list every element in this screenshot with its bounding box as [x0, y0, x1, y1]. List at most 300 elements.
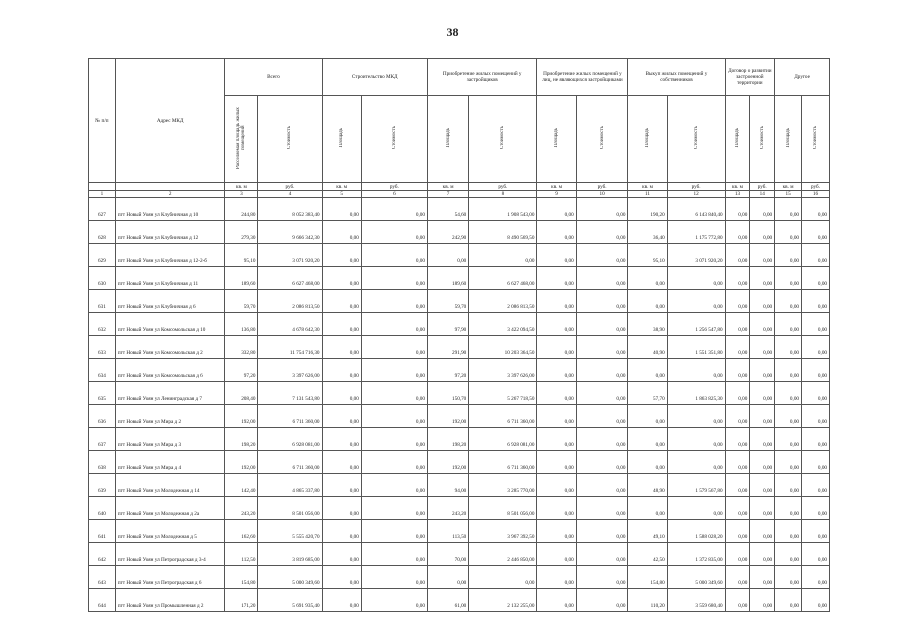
row-value: 0,00 — [537, 543, 576, 566]
row-value: 0,00 — [322, 359, 361, 382]
unit-cell: кв. м — [427, 183, 468, 191]
row-value: 142,40 — [225, 474, 258, 497]
row-value: 0,00 — [750, 520, 775, 543]
row-value: 1 863 825,30 — [667, 382, 725, 405]
unit-cell: руб. — [576, 183, 628, 191]
row-value: 0,00 — [628, 267, 667, 290]
row-value: 4 865 337,80 — [258, 474, 322, 497]
row-value: 0,00 — [361, 336, 427, 359]
row-value: 3 819 685,00 — [258, 543, 322, 566]
row-value: 4 678 642,30 — [258, 313, 322, 336]
row-value: 3 559 680,40 — [667, 589, 725, 612]
row-value: 0,00 — [537, 405, 576, 428]
row-value: 0,00 — [628, 428, 667, 451]
col-number: 14 — [750, 191, 775, 198]
row-value: 0,00 — [361, 589, 427, 612]
row-address: пгт Новый Уоян ул Комсомольская д 6 — [115, 359, 225, 382]
table-row — [89, 221, 830, 244]
row-value: 190,20 — [628, 198, 667, 221]
row-value: 61,00 — [427, 589, 468, 612]
sub-cost: Стоимость — [750, 96, 775, 183]
row-value: 0,00 — [725, 566, 750, 589]
row-value: 2 132 255,00 — [469, 589, 537, 612]
header-other: Другое — [775, 59, 830, 96]
row-value: 0,00 — [322, 382, 361, 405]
row-value: 8 490 569,50 — [469, 221, 537, 244]
table-row — [89, 336, 830, 359]
row-value: 0,00 — [576, 589, 628, 612]
row-value: 0,00 — [775, 543, 802, 566]
col-number: 10 — [576, 191, 628, 198]
row-value: 0,00 — [802, 405, 830, 428]
table-row — [89, 359, 830, 382]
row-value: 97,20 — [225, 359, 258, 382]
row-value: 0,00 — [725, 382, 750, 405]
unit-cell: руб. — [469, 183, 537, 191]
row-value: 0,00 — [802, 336, 830, 359]
row-value: 291,90 — [427, 336, 468, 359]
row-value: 7 131 543,80 — [258, 382, 322, 405]
row-value: 0,00 — [427, 566, 468, 589]
unit-cell: руб. — [802, 183, 830, 191]
row-value: 0,00 — [725, 474, 750, 497]
row-value: 0,00 — [667, 428, 725, 451]
row-value: 0,00 — [667, 359, 725, 382]
row-value: 0,00 — [775, 405, 802, 428]
row-value: 0,00 — [802, 198, 830, 221]
row-number: 637 — [89, 428, 116, 451]
row-value: 279,30 — [225, 221, 258, 244]
col-number: 15 — [775, 191, 802, 198]
row-value: 0,00 — [322, 566, 361, 589]
row-value: 1 908 543,00 — [469, 198, 537, 221]
row-number: 641 — [89, 520, 116, 543]
row-value: 0,00 — [802, 520, 830, 543]
row-value: 0,00 — [725, 543, 750, 566]
sub-area: Площадь — [537, 96, 576, 183]
row-value: 154,80 — [225, 566, 258, 589]
row-address: пгт Новый Уоян ул Молодежная д 2а — [115, 497, 225, 520]
row-value: 0,00 — [427, 244, 468, 267]
row-value: 8 052 383,40 — [258, 198, 322, 221]
row-value: 0,00 — [775, 566, 802, 589]
header-purchase-non-developers: Приобретение жилых помещений у лиц, не являющихся застройщиками — [537, 59, 628, 96]
col-number: 13 — [725, 191, 750, 198]
row-value: 0,00 — [750, 405, 775, 428]
row-value: 192,00 — [225, 451, 258, 474]
unit-cell: кв. м — [628, 183, 667, 191]
row-value: 0,00 — [725, 290, 750, 313]
row-value: 0,00 — [322, 405, 361, 428]
row-value: 162,60 — [225, 520, 258, 543]
row-value: 9 666 342,30 — [258, 221, 322, 244]
col-number: 16 — [802, 191, 830, 198]
row-value: 0,00 — [750, 451, 775, 474]
row-address: пгт Новый Уоян ул Мира д 3 — [115, 428, 225, 451]
row-value: 0,00 — [576, 566, 628, 589]
row-value: 6 711 360,00 — [469, 405, 537, 428]
row-value: 0,00 — [775, 382, 802, 405]
sub-cost: Стоимость — [667, 96, 725, 183]
row-value: 0,00 — [725, 336, 750, 359]
row-value: 0,00 — [750, 359, 775, 382]
row-value: 0,00 — [537, 244, 576, 267]
table-row — [89, 290, 830, 313]
row-value: 154,80 — [628, 566, 667, 589]
row-value: 94,00 — [427, 474, 468, 497]
row-value: 59,70 — [225, 290, 258, 313]
row-value: 0,00 — [775, 336, 802, 359]
row-value: 0,00 — [322, 267, 361, 290]
row-value: 0,00 — [750, 543, 775, 566]
unit-cell: кв. м — [537, 183, 576, 191]
row-value: 0,00 — [775, 359, 802, 382]
row-address: пгт Новый Уоян ул Клубничная д 11 — [115, 267, 225, 290]
column-numbers-row — [89, 191, 830, 198]
row-address: пгт Новый Уоян ул Петроградская д 6 — [115, 566, 225, 589]
row-value: 0,00 — [802, 474, 830, 497]
row-value: 1 588 028,20 — [667, 520, 725, 543]
header-group-row — [89, 59, 830, 96]
row-value: 0,00 — [361, 451, 427, 474]
row-value: 6 711 360,00 — [258, 451, 322, 474]
row-address: пгт Новый Уоян ул Клубничная д 12-2-б — [115, 244, 225, 267]
unit-cell: руб. — [361, 183, 427, 191]
row-value: 192,00 — [225, 405, 258, 428]
row-value: 0,00 — [576, 520, 628, 543]
row-value: 5 000 349,60 — [667, 566, 725, 589]
page-number: 38 — [446, 25, 459, 39]
row-value: 0,00 — [628, 405, 667, 428]
row-value: 0,00 — [750, 336, 775, 359]
row-value: 3 422 094,50 — [469, 313, 537, 336]
row-value: 3 285 770,00 — [469, 474, 537, 497]
table-row — [89, 267, 830, 290]
table-row — [89, 313, 830, 336]
row-value: 0,00 — [725, 451, 750, 474]
row-value: 0,00 — [576, 313, 628, 336]
row-value: 0,00 — [802, 267, 830, 290]
unit-cell: кв. м — [322, 183, 361, 191]
row-value: 113,50 — [427, 520, 468, 543]
row-value: 0,00 — [361, 428, 427, 451]
row-value: 5 555 420,70 — [258, 520, 322, 543]
row-number: 642 — [89, 543, 116, 566]
row-value: 0,00 — [361, 566, 427, 589]
table-row — [89, 198, 830, 221]
row-value: 0,00 — [667, 267, 725, 290]
row-value: 0,00 — [802, 566, 830, 589]
row-value: 0,00 — [322, 543, 361, 566]
row-value: 243,20 — [427, 497, 468, 520]
row-number: 639 — [89, 474, 116, 497]
row-value: 0,00 — [725, 405, 750, 428]
row-value: 5 691 935,40 — [258, 589, 322, 612]
row-value: 0,00 — [361, 359, 427, 382]
row-value: 192,00 — [427, 405, 468, 428]
row-value: 1 175 772,80 — [667, 221, 725, 244]
row-value: 0,00 — [322, 497, 361, 520]
row-value: 0,00 — [750, 244, 775, 267]
row-value: 198,20 — [427, 428, 468, 451]
row-value: 0,00 — [361, 313, 427, 336]
row-value: 38,90 — [628, 313, 667, 336]
row-value: 0,00 — [667, 290, 725, 313]
unit-cell: руб. — [258, 183, 322, 191]
table-row — [89, 589, 830, 612]
row-value: 0,00 — [775, 474, 802, 497]
row-value: 2 446 850,00 — [469, 543, 537, 566]
header-territory: Договор о развитии застроенной территории — [725, 59, 775, 96]
row-value: 0,00 — [361, 405, 427, 428]
header-purchase-developers: Приобретение жилых помещений у застройщиков — [427, 59, 537, 96]
row-value: 0,00 — [802, 589, 830, 612]
row-value: 0,00 — [667, 405, 725, 428]
row-value: 0,00 — [537, 474, 576, 497]
row-value: 6 928 081,00 — [258, 428, 322, 451]
table-body — [89, 198, 830, 612]
row-value: 0,00 — [322, 290, 361, 313]
row-value: 8 501 056,00 — [469, 497, 537, 520]
row-value: 2 086 813,50 — [469, 290, 537, 313]
col-number: 6 — [361, 191, 427, 198]
row-value: 136,80 — [225, 313, 258, 336]
row-number: 635 — [89, 382, 116, 405]
row-value: 0,00 — [576, 497, 628, 520]
row-value: 0,00 — [576, 221, 628, 244]
row-value: 0,00 — [537, 313, 576, 336]
col-number: 1 — [89, 191, 116, 198]
row-value: 8 501 056,00 — [258, 497, 322, 520]
row-value: 0,00 — [725, 589, 750, 612]
row-value: 192,00 — [427, 451, 468, 474]
row-value: 0,00 — [802, 428, 830, 451]
unit-cell: кв. м — [225, 183, 258, 191]
row-value: 97,20 — [427, 359, 468, 382]
row-address: пгт Новый Уоян ул Клубничная д 10 — [115, 198, 225, 221]
row-value: 0,00 — [537, 290, 576, 313]
row-value: 0,00 — [576, 543, 628, 566]
row-value: 59,70 — [427, 290, 468, 313]
row-value: 0,00 — [775, 428, 802, 451]
col-number: 7 — [427, 191, 468, 198]
row-value: 0,00 — [537, 359, 576, 382]
row-value: 0,00 — [361, 290, 427, 313]
row-value: 0,00 — [750, 313, 775, 336]
table-row — [89, 405, 830, 428]
row-value: 0,00 — [802, 313, 830, 336]
row-value: 0,00 — [537, 520, 576, 543]
row-number: 628 — [89, 221, 116, 244]
row-value: 0,00 — [361, 474, 427, 497]
row-value: 0,00 — [628, 359, 667, 382]
row-value: 0,00 — [361, 244, 427, 267]
row-number: 633 — [89, 336, 116, 359]
row-value: 6 627 468,00 — [469, 267, 537, 290]
sub-cost: Стоимость — [361, 96, 427, 183]
row-value: 0,00 — [469, 566, 537, 589]
row-value: 6 711 360,00 — [258, 405, 322, 428]
row-value: 11 754 716,30 — [258, 336, 322, 359]
unit-cell: кв. м — [775, 183, 802, 191]
sub-resettled-area: Расселяемая площадь жилых помещений — [225, 96, 258, 183]
row-value: 189,60 — [225, 267, 258, 290]
row-value: 0,00 — [750, 474, 775, 497]
col-number: 8 — [469, 191, 537, 198]
row-value: 0,00 — [725, 428, 750, 451]
row-value: 0,00 — [628, 497, 667, 520]
row-value: 3 967 392,50 — [469, 520, 537, 543]
table-row — [89, 382, 830, 405]
row-value: 0,00 — [725, 359, 750, 382]
row-value: 0,00 — [537, 566, 576, 589]
row-value: 0,00 — [775, 267, 802, 290]
row-value: 36,40 — [628, 221, 667, 244]
row-value: 1 256 547,80 — [667, 313, 725, 336]
row-value: 0,00 — [725, 267, 750, 290]
row-value: 0,00 — [361, 267, 427, 290]
row-value: 0,00 — [576, 428, 628, 451]
row-value: 0,00 — [322, 313, 361, 336]
table-row — [89, 520, 830, 543]
row-value: 0,00 — [725, 520, 750, 543]
col-number: 4 — [258, 191, 322, 198]
row-value: 0,00 — [322, 336, 361, 359]
row-value: 0,00 — [750, 290, 775, 313]
row-value: 0,00 — [322, 428, 361, 451]
row-value: 3 397 626,00 — [469, 359, 537, 382]
row-value: 110,20 — [628, 589, 667, 612]
row-number: 638 — [89, 451, 116, 474]
row-address: пгт Новый Уоян ул Промышленная д 2 — [115, 589, 225, 612]
row-value: 0,00 — [322, 221, 361, 244]
row-number: 630 — [89, 267, 116, 290]
row-value: 49,10 — [628, 520, 667, 543]
row-value: 0,00 — [576, 267, 628, 290]
row-value: 0,00 — [775, 520, 802, 543]
sub-area: Площадь — [322, 96, 361, 183]
row-value: 0,00 — [576, 244, 628, 267]
row-address: пгт Новый Уоян ул Клубничная д 12 — [115, 221, 225, 244]
row-value: 0,00 — [725, 497, 750, 520]
row-value: 0,00 — [322, 198, 361, 221]
sub-cost: Стоимость — [258, 96, 322, 183]
row-value: 3 071 920,20 — [258, 244, 322, 267]
row-value: 0,00 — [576, 405, 628, 428]
row-address: пгт Новый Уоян ул Ленинградская д 7 — [115, 382, 225, 405]
row-value: 6 711 360,00 — [469, 451, 537, 474]
row-value: 6 627 468,00 — [258, 267, 322, 290]
table-row — [89, 244, 830, 267]
row-value: 95,10 — [225, 244, 258, 267]
row-value: 0,00 — [537, 382, 576, 405]
row-number: 634 — [89, 359, 116, 382]
table-row — [89, 474, 830, 497]
row-value: 208,40 — [225, 382, 258, 405]
row-value: 0,00 — [537, 428, 576, 451]
row-value: 0,00 — [361, 543, 427, 566]
row-number: 632 — [89, 313, 116, 336]
table-row — [89, 566, 830, 589]
row-value: 171,20 — [225, 589, 258, 612]
sub-cost: Стоимость — [802, 96, 830, 183]
row-value: 0,00 — [322, 474, 361, 497]
row-value: 0,00 — [750, 221, 775, 244]
row-value: 2 086 813,50 — [258, 290, 322, 313]
row-value: 0,00 — [725, 244, 750, 267]
row-value: 0,00 — [775, 451, 802, 474]
row-value: 150,70 — [427, 382, 468, 405]
row-value: 242,90 — [427, 221, 468, 244]
row-number: 644 — [89, 589, 116, 612]
sub-cost: Стоимость — [469, 96, 537, 183]
col-number: 9 — [537, 191, 576, 198]
row-value: 243,20 — [225, 497, 258, 520]
sub-area: Площадь — [427, 96, 468, 183]
row-value: 1 579 567,80 — [667, 474, 725, 497]
sub-cost: Стоимость — [576, 96, 628, 183]
row-value: 0,00 — [802, 244, 830, 267]
row-value: 0,00 — [750, 428, 775, 451]
row-value: 0,00 — [775, 198, 802, 221]
unit-cell: руб. — [667, 183, 725, 191]
col-number: 5 — [322, 191, 361, 198]
row-value: 57,70 — [628, 382, 667, 405]
row-value: 0,00 — [576, 451, 628, 474]
row-number: 640 — [89, 497, 116, 520]
row-value: 0,00 — [750, 589, 775, 612]
row-value: 0,00 — [725, 221, 750, 244]
row-value: 0,00 — [775, 221, 802, 244]
row-address: пгт Новый Уоян ул Молодежная д 14 — [115, 474, 225, 497]
row-value: 0,00 — [628, 290, 667, 313]
row-value: 0,00 — [361, 520, 427, 543]
row-value: 0,00 — [537, 267, 576, 290]
table-row — [89, 451, 830, 474]
row-address: пгт Новый Уоян ул Комсомольская д 2 — [115, 336, 225, 359]
row-value: 0,00 — [750, 382, 775, 405]
unit-cell: руб. — [750, 183, 775, 191]
row-value: 6 928 081,00 — [469, 428, 537, 451]
sub-area: Площадь — [725, 96, 750, 183]
row-address: пгт Новый Уоян ул Молодежная д 5 — [115, 520, 225, 543]
row-value: 112,50 — [225, 543, 258, 566]
row-value: 0,00 — [750, 198, 775, 221]
table-row — [89, 428, 830, 451]
row-value: 0,00 — [537, 589, 576, 612]
row-value: 0,00 — [576, 198, 628, 221]
row-value: 198,20 — [225, 428, 258, 451]
sub-area: Площадь — [775, 96, 802, 183]
row-value: 0,00 — [537, 221, 576, 244]
row-number: 643 — [89, 566, 116, 589]
row-value: 0,00 — [322, 451, 361, 474]
row-value: 244,80 — [225, 198, 258, 221]
row-number: 631 — [89, 290, 116, 313]
row-value: 0,00 — [361, 382, 427, 405]
row-value: 5 267 718,50 — [469, 382, 537, 405]
row-value: 0,00 — [576, 336, 628, 359]
sub-area: Площадь — [628, 96, 667, 183]
row-value: 0,00 — [775, 244, 802, 267]
row-value: 0,00 — [576, 382, 628, 405]
row-value: 332,80 — [225, 336, 258, 359]
row-value: 70,00 — [427, 543, 468, 566]
row-value: 48,90 — [628, 474, 667, 497]
row-value: 0,00 — [802, 451, 830, 474]
row-value: 0,00 — [322, 244, 361, 267]
row-value: 6 143 840,40 — [667, 198, 725, 221]
